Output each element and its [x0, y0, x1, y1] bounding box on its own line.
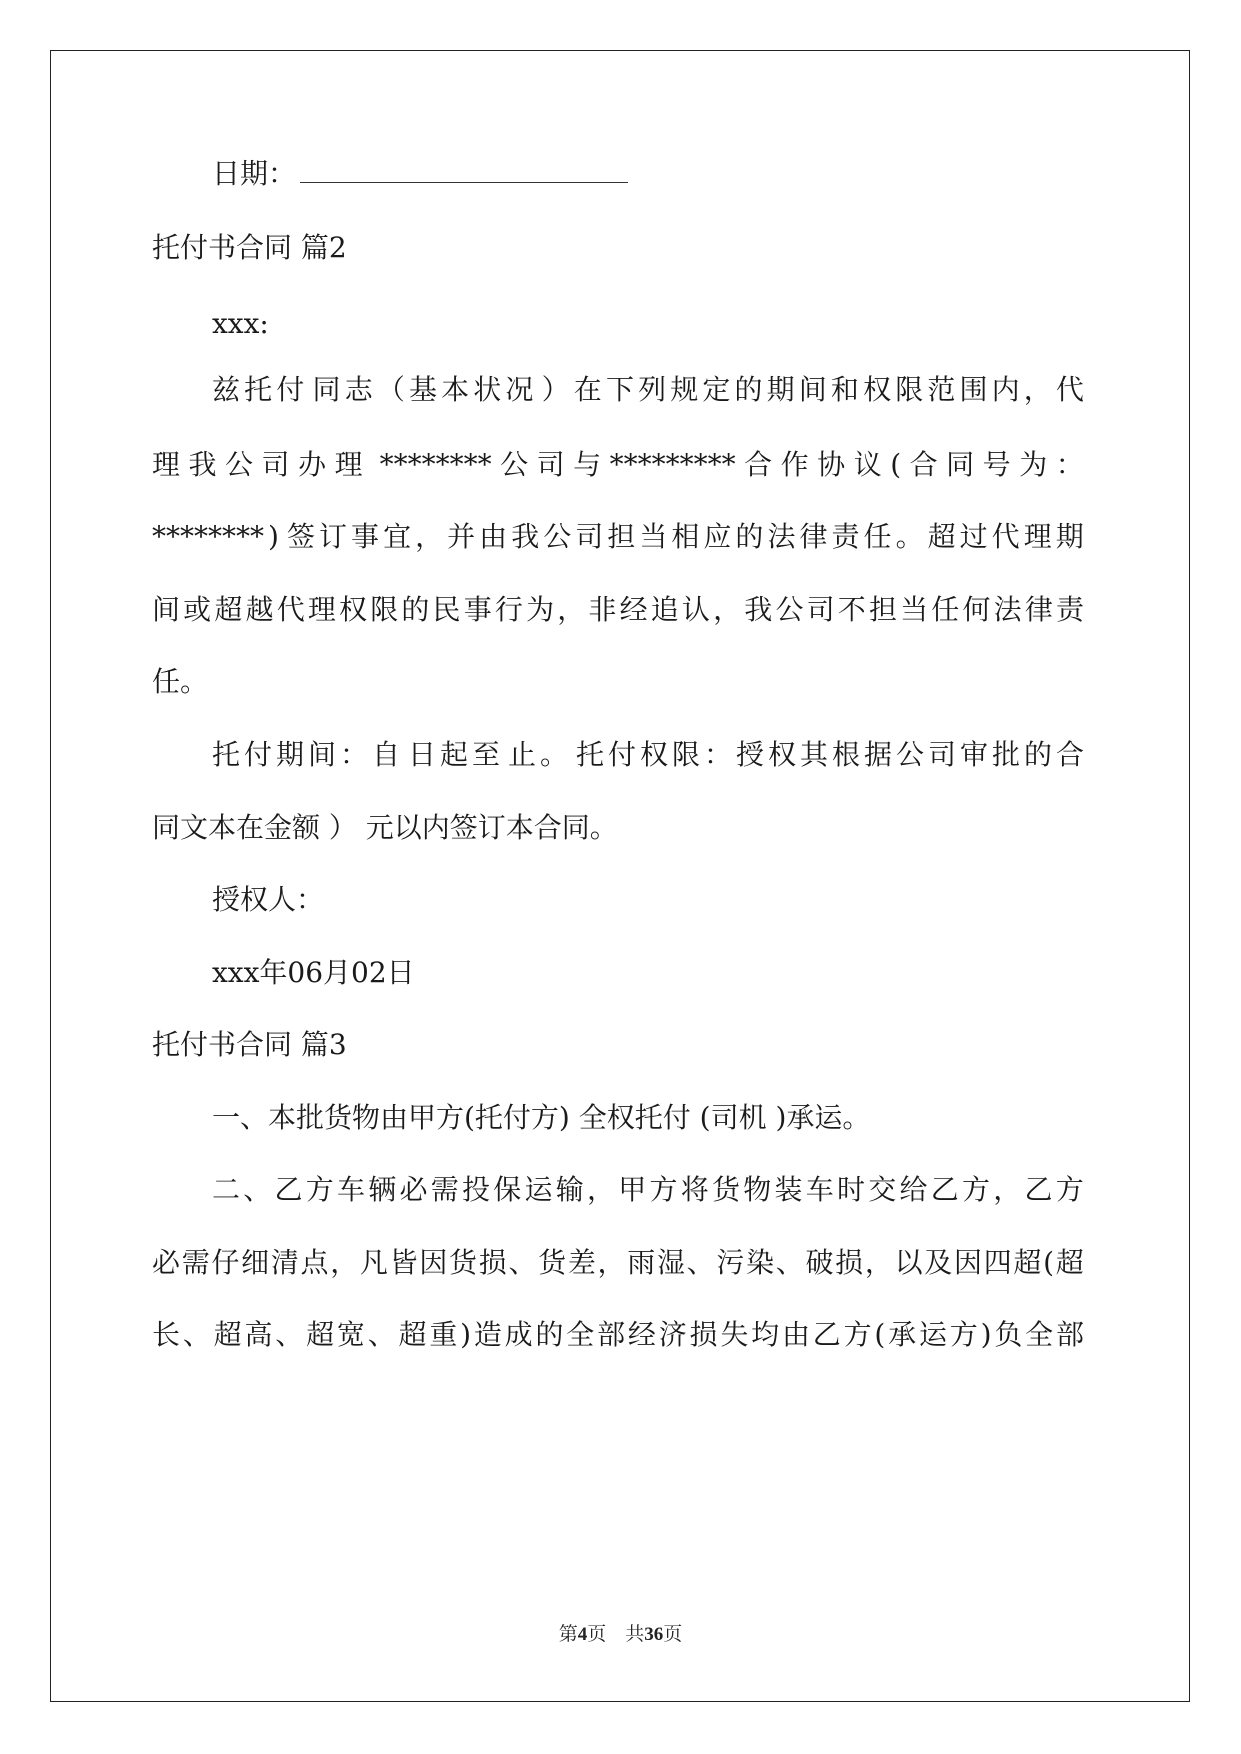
paragraph-line: [152, 370, 1084, 410]
text-glyph: 作: [780, 448, 809, 481]
text-glyph: 合: [744, 448, 773, 481]
text-glyph: 当: [639, 520, 668, 553]
text-glyph: 我: [188, 448, 217, 481]
text-glyph: 越: [245, 593, 274, 626]
text-glyph: 需: [181, 1246, 210, 1279]
text-glyph: 代: [276, 593, 305, 626]
text-glyph: （: [376, 373, 405, 406]
text-glyph: 的: [735, 520, 764, 553]
text-glyph: 负: [994, 1318, 1023, 1351]
text-glyph: 的: [734, 373, 763, 406]
text-glyph: 其: [799, 738, 828, 771]
text-glyph: 方: [949, 1318, 978, 1351]
text-glyph: 日: [407, 738, 436, 771]
text-glyph: 间: [152, 593, 181, 626]
text-glyph: 、: [775, 1246, 804, 1279]
text-glyph: 付: [607, 738, 636, 771]
text-glyph: 根: [831, 738, 860, 771]
text-glyph: 由: [781, 1318, 810, 1351]
paragraph-text: [152, 517, 1084, 557]
text-glyph: 当: [900, 593, 929, 626]
text-glyph: 破: [805, 1246, 834, 1279]
text-glyph: 不: [837, 593, 866, 626]
text-glyph: 代: [1055, 373, 1084, 406]
text-glyph: 均: [751, 1318, 780, 1351]
text-glyph: 兹: [212, 373, 241, 406]
text-glyph: ：: [1055, 448, 1084, 481]
text-glyph: 长: [152, 1318, 181, 1351]
date-signed: xxx年06月02日: [212, 956, 415, 989]
text-glyph: 超: [1055, 1246, 1084, 1279]
text-glyph: 重: [429, 1318, 458, 1351]
text-glyph: 我: [744, 593, 773, 626]
text-glyph: 订: [319, 520, 348, 553]
text-glyph: 自: [372, 738, 401, 771]
text-glyph: 、: [367, 1318, 396, 1351]
text-glyph: 号: [982, 448, 1011, 481]
text-glyph: (: [1043, 1246, 1055, 1279]
text-glyph: 范: [927, 373, 956, 406]
paragraph-text: [152, 445, 1084, 485]
text-glyph: 何: [962, 593, 991, 626]
text-glyph: 方: [305, 1173, 334, 1206]
paragraph-line: [152, 1315, 1084, 1355]
text-glyph: 给: [899, 1173, 928, 1206]
text-glyph: 理: [334, 448, 363, 481]
text-glyph: ，: [415, 520, 444, 553]
text-glyph: 理: [1023, 520, 1052, 553]
page-footer: [0, 1619, 1241, 1646]
text-glyph: 同: [946, 448, 975, 481]
text-glyph: 乙: [812, 1318, 841, 1351]
text-glyph: (: [874, 1318, 886, 1351]
addressee: xxx:: [212, 307, 269, 340]
text-glyph: 权: [767, 738, 796, 771]
text-glyph: *********: [609, 448, 736, 481]
text-glyph: 。: [895, 520, 924, 553]
text-glyph: 因: [953, 1246, 982, 1279]
text-glyph: ，: [557, 593, 586, 626]
text-glyph: 经: [619, 593, 648, 626]
text-glyph: 超: [398, 1318, 427, 1351]
text-glyph: ，: [597, 1246, 626, 1279]
text-glyph: ): [268, 520, 279, 553]
text-glyph: 事: [463, 593, 492, 626]
text-glyph: 认: [681, 593, 710, 626]
date-label: 日期：: [212, 157, 297, 190]
text-glyph: 公: [895, 738, 924, 771]
text-glyph: 权: [639, 738, 668, 771]
text-glyph: 方: [649, 1173, 678, 1206]
text-glyph: 时: [837, 1173, 866, 1206]
paragraph-text: [212, 735, 1084, 775]
paragraph-text: [212, 370, 1084, 410]
text-glyph: 货: [712, 1173, 741, 1206]
text-glyph: 湿: [656, 1246, 685, 1279]
text-glyph: 辆: [368, 1173, 397, 1206]
text-glyph: 车: [337, 1173, 366, 1206]
text-glyph: 凡: [359, 1246, 388, 1279]
text-glyph: 理: [152, 448, 181, 481]
paragraph-line: [152, 590, 1084, 630]
text-glyph: ，: [993, 1173, 1022, 1206]
text-glyph: 付: [276, 373, 305, 406]
text-glyph: 需: [430, 1173, 459, 1206]
authorizer-line: 授权人：: [212, 883, 325, 916]
text-glyph: 。: [539, 738, 568, 771]
text-glyph: 期: [276, 738, 305, 771]
text-glyph: 的: [1023, 738, 1052, 771]
paragraph-line: [152, 1243, 1084, 1283]
text-glyph: 、: [686, 1246, 715, 1279]
text-glyph: 追: [650, 593, 679, 626]
text-glyph: 止: [507, 738, 536, 771]
text-glyph: 部: [1055, 1318, 1084, 1351]
text-glyph: 权: [863, 373, 892, 406]
footer-total-pages: 36: [644, 1624, 664, 1645]
text-glyph: 合: [1055, 738, 1084, 771]
text-glyph: 与: [573, 448, 602, 481]
text-glyph: 担: [868, 593, 897, 626]
text-glyph: 全: [566, 1318, 595, 1351]
text-glyph: 乙: [274, 1173, 303, 1206]
text-glyph: 损: [835, 1246, 864, 1279]
text-glyph: 由: [479, 520, 508, 553]
text-glyph: 权: [339, 593, 368, 626]
text-glyph: 担: [607, 520, 636, 553]
text-glyph: 起: [439, 738, 468, 771]
text-glyph: 高: [244, 1318, 273, 1351]
text-glyph: 律: [799, 520, 828, 553]
section-heading-3: 托付书合同 篇3: [152, 1028, 347, 1061]
text-glyph: 造: [473, 1318, 502, 1351]
text-glyph: 超: [213, 1318, 242, 1351]
text-glyph: 因: [419, 1246, 448, 1279]
text-glyph: 代: [991, 520, 1020, 553]
text-glyph: ：: [340, 738, 369, 771]
text-glyph: 皆: [389, 1246, 418, 1279]
text-glyph: 法: [993, 593, 1022, 626]
text-glyph: ）: [541, 373, 570, 406]
text-glyph: 同: [312, 373, 341, 406]
text-glyph: 或: [183, 593, 212, 626]
text-glyph: 和: [830, 373, 859, 406]
text-glyph: 二: [212, 1173, 241, 1206]
text-glyph: 公: [543, 520, 572, 553]
text-glyph: (: [890, 448, 902, 481]
text-glyph: 定: [702, 373, 731, 406]
text-glyph: 合: [909, 448, 938, 481]
text-glyph: ，: [587, 1173, 616, 1206]
text-glyph: 责: [831, 520, 860, 553]
text-glyph: 运: [918, 1318, 947, 1351]
text-glyph: 间: [798, 373, 827, 406]
text-glyph: 污: [716, 1246, 745, 1279]
text-glyph: 况: [505, 373, 534, 406]
text-glyph: 司: [806, 593, 835, 626]
paragraph-line: 同文本在金额 ） 元以内签订本合同。: [152, 811, 618, 844]
text-glyph: 司: [261, 448, 290, 481]
text-glyph: 批: [991, 738, 1020, 771]
text-glyph: 公: [500, 448, 529, 481]
text-glyph: 本: [441, 373, 470, 406]
text-glyph: 的: [401, 593, 430, 626]
text-glyph: 必: [399, 1173, 428, 1206]
text-glyph: 协: [817, 448, 846, 481]
text-glyph: 围: [959, 373, 988, 406]
text-glyph: 规: [670, 373, 699, 406]
text-glyph: 、: [182, 1318, 211, 1351]
paragraph-text: [152, 1315, 1084, 1355]
text-glyph: 志: [344, 373, 373, 406]
paragraph-text: [152, 590, 1084, 630]
text-glyph: 我: [511, 520, 540, 553]
paragraph-text: [212, 1170, 1084, 1210]
text-glyph: 签: [286, 520, 315, 553]
text-glyph: 失: [720, 1318, 749, 1351]
text-glyph: 状: [473, 373, 502, 406]
text-glyph: 、: [508, 1246, 537, 1279]
text-glyph: 理: [307, 593, 336, 626]
text-glyph: 事: [351, 520, 380, 553]
text-glyph: 宜: [383, 520, 412, 553]
text-glyph: 期: [1055, 520, 1084, 553]
text-glyph: 运: [524, 1173, 553, 1206]
text-glyph: 成: [504, 1318, 533, 1351]
text-glyph: 法: [767, 520, 796, 553]
text-glyph: ，: [713, 593, 742, 626]
text-glyph: 付: [244, 738, 273, 771]
paragraph-line: 任。: [152, 665, 209, 698]
text-glyph: 司: [575, 520, 604, 553]
text-glyph: 列: [638, 373, 667, 406]
text-glyph: 责: [1055, 593, 1084, 626]
text-glyph: 承: [888, 1318, 917, 1351]
text-glyph: 审: [959, 738, 988, 771]
text-glyph: ，: [330, 1246, 359, 1279]
text-glyph: 货: [449, 1246, 478, 1279]
text-glyph: 损: [478, 1246, 507, 1279]
text-glyph: 为: [526, 593, 555, 626]
text-glyph: 保: [493, 1173, 522, 1206]
text-glyph: 的: [535, 1318, 564, 1351]
text-glyph: 过: [959, 520, 988, 553]
text-glyph: ): [980, 1318, 992, 1351]
text-glyph: 议: [853, 448, 882, 481]
paragraph-line: [152, 517, 1084, 557]
text-glyph: 点: [300, 1246, 329, 1279]
text-glyph: 及: [924, 1246, 953, 1279]
text-glyph: 据: [863, 738, 892, 771]
text-glyph: 乙: [930, 1173, 959, 1206]
paragraph-text: [152, 1243, 1084, 1283]
text-glyph: ，: [1023, 373, 1052, 406]
page-border: [50, 50, 1190, 1702]
footer-suffix: 页: [663, 1624, 683, 1645]
text-glyph: 差: [567, 1246, 596, 1279]
clause-1: 一、本批货物由甲方(托付方) 全权托付 (司机 )承运。: [212, 1101, 871, 1134]
paragraph-line: [152, 445, 1084, 485]
text-glyph: 损: [689, 1318, 718, 1351]
text-glyph: 基: [408, 373, 437, 406]
text-glyph: 将: [680, 1173, 709, 1206]
text-glyph: 在: [573, 373, 602, 406]
date-blank: [300, 158, 628, 183]
text-glyph: 超: [927, 520, 956, 553]
text-glyph: 染: [746, 1246, 775, 1279]
text-glyph: 甲: [618, 1173, 647, 1206]
date-line: [152, 154, 1084, 194]
text-glyph: 方: [962, 1173, 991, 1206]
text-glyph: 公: [225, 448, 254, 481]
text-glyph: 装: [774, 1173, 803, 1206]
text-glyph: 必: [152, 1246, 181, 1279]
text-glyph: 货: [538, 1246, 567, 1279]
text-glyph: 限: [370, 593, 399, 626]
text-glyph: 济: [658, 1318, 687, 1351]
footer-page-number: 4: [577, 1624, 588, 1645]
text-glyph: 超: [1013, 1246, 1042, 1279]
text-glyph: 部: [597, 1318, 626, 1351]
text-glyph: 投: [462, 1173, 491, 1206]
text-glyph: 物: [743, 1173, 772, 1206]
text-glyph: 间: [308, 738, 337, 771]
text-glyph: 至: [471, 738, 500, 771]
text-glyph: 车: [805, 1173, 834, 1206]
text-glyph: 乙: [1024, 1173, 1053, 1206]
text-glyph: 司: [536, 448, 565, 481]
text-glyph: 以: [894, 1246, 923, 1279]
text-glyph: 办: [298, 448, 327, 481]
footer-middle: 页 共: [587, 1624, 645, 1645]
text-glyph: 托: [244, 373, 273, 406]
text-glyph: 交: [868, 1173, 897, 1206]
text-glyph: 雨: [627, 1246, 656, 1279]
paragraph-line: [152, 735, 1084, 775]
text-glyph: 输: [555, 1173, 584, 1206]
text-glyph: 司: [927, 738, 956, 771]
text-glyph: 相: [671, 520, 700, 553]
text-glyph: 限: [671, 738, 700, 771]
text-glyph: 宽: [336, 1318, 365, 1351]
text-glyph: 公: [775, 593, 804, 626]
text-glyph: 应: [703, 520, 732, 553]
text-glyph: 并: [447, 520, 476, 553]
text-glyph: 授: [735, 738, 764, 771]
text-glyph: 四: [983, 1246, 1012, 1279]
text-glyph: 民: [432, 593, 461, 626]
text-glyph: 任: [863, 520, 892, 553]
text-glyph: 细: [241, 1246, 270, 1279]
text-glyph: 方: [1055, 1173, 1084, 1206]
text-glyph: 方: [843, 1318, 872, 1351]
section-heading-2: 托付书合同 篇2: [152, 231, 347, 264]
text-glyph: 经: [627, 1318, 656, 1351]
text-glyph: ，: [864, 1246, 893, 1279]
paragraph-line: [152, 1170, 1084, 1210]
text-glyph: 行: [494, 593, 523, 626]
text-glyph: ：: [703, 738, 732, 771]
text-glyph: 限: [895, 373, 924, 406]
text-glyph: ): [460, 1318, 472, 1351]
text-glyph: 托: [575, 738, 604, 771]
text-glyph: 、: [275, 1318, 304, 1351]
text-glyph: 、: [243, 1173, 272, 1206]
text-glyph: 内: [991, 373, 1020, 406]
footer-prefix: 第: [558, 1624, 578, 1645]
text-glyph: 期: [766, 373, 795, 406]
text-glyph: 下: [605, 373, 634, 406]
text-glyph: 托: [212, 738, 241, 771]
text-glyph: 非: [588, 593, 617, 626]
text-glyph: 全: [1025, 1318, 1054, 1351]
text-glyph: 超: [306, 1318, 335, 1351]
text-glyph: 律: [1024, 593, 1053, 626]
text-glyph: ********: [152, 520, 264, 553]
text-glyph: 任: [931, 593, 960, 626]
text-glyph: 超: [214, 593, 243, 626]
text-glyph: 仔: [211, 1246, 240, 1279]
text-glyph: 清: [270, 1246, 299, 1279]
text-glyph: ********: [379, 448, 492, 481]
text-glyph: 为: [1019, 448, 1048, 481]
